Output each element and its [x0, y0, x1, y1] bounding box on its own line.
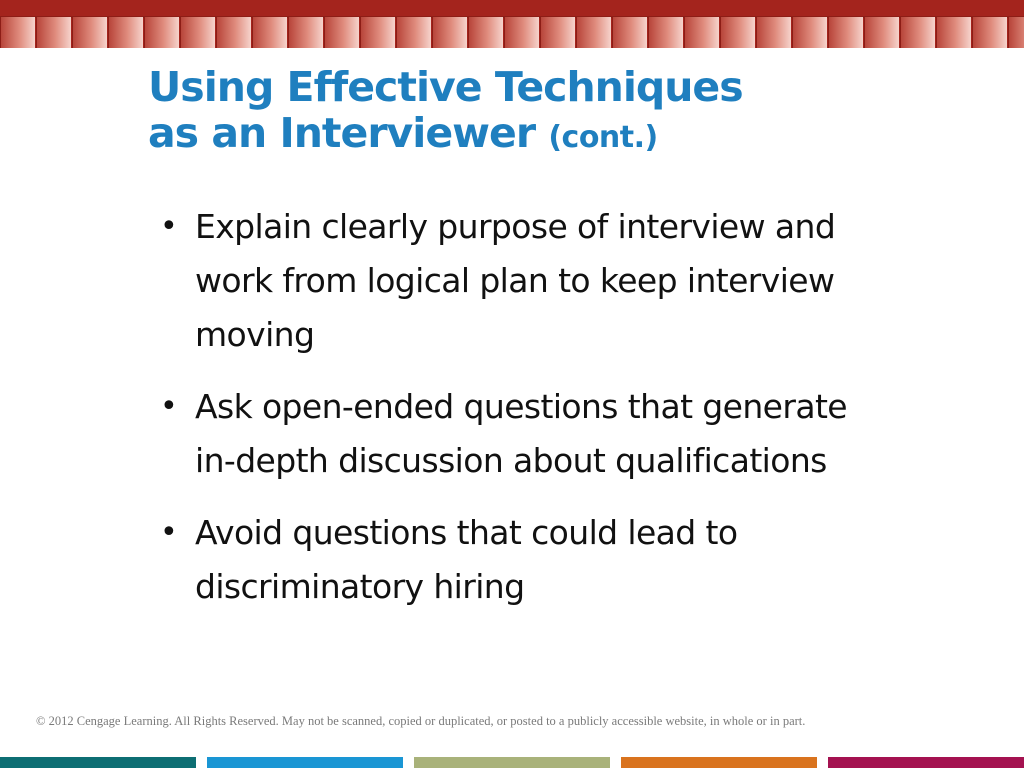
header-band-tile: [504, 17, 539, 48]
footer-color-bar: [0, 757, 196, 768]
header-band-tile: [828, 17, 863, 48]
header-band-tile: [468, 17, 503, 48]
bullet-point-icon: •: [160, 389, 178, 424]
header-band-tile: [216, 17, 251, 48]
header-band-tile: [540, 17, 575, 48]
header-band-tile: [0, 17, 35, 48]
slide-title-line1: Using Effective Techniques: [148, 63, 743, 111]
footer-color-bar: [414, 757, 610, 768]
header-band-tile: [36, 17, 71, 48]
header-band-tile: [648, 17, 683, 48]
header-band-tile: [936, 17, 971, 48]
header-band-tile: [180, 17, 215, 48]
slide-title-line2: as an Interviewer: [148, 109, 536, 157]
header-band-tile: [432, 17, 467, 48]
header-decorative-band: [0, 0, 1024, 48]
header-band-tile: [612, 17, 647, 48]
header-band-tile: [792, 17, 827, 48]
header-band-tile: [288, 17, 323, 48]
bullet-item: [160, 200, 880, 362]
header-band-tile: [1008, 17, 1024, 48]
bullet-point-icon: •: [160, 515, 178, 550]
header-band-tile: [324, 17, 359, 48]
header-band-tile: [900, 17, 935, 48]
bullet-list: [160, 200, 880, 632]
footer-color-bar: [828, 757, 1024, 768]
header-band-tile: [360, 17, 395, 48]
header-band-tile: [144, 17, 179, 48]
header-band-tile: [864, 17, 899, 48]
header-band-tile: [252, 17, 287, 48]
footer-color-bars: [0, 757, 1024, 768]
bullet-text: Avoid questions that could lead to discriminatory hiring: [195, 513, 738, 606]
bullet-text: Explain clearly purpose of interview and work from logical plan to keep interview moving: [195, 207, 836, 354]
header-band-tile: [576, 17, 611, 48]
bullet-item: [160, 380, 880, 488]
footer-color-bar: [207, 757, 403, 768]
header-band-tile: [684, 17, 719, 48]
bullet-item: [160, 506, 880, 614]
header-band-tile: [972, 17, 1007, 48]
slide-title-suffix: (cont.): [548, 120, 658, 155]
header-band-tile: [108, 17, 143, 48]
copyright-footer: © 2012 Cengage Learning. All Rights Reserved. May not be scanned, copied or duplicated, or posted to a publicly accessible website, in whole or in part.: [36, 714, 806, 728]
header-band-tile: [396, 17, 431, 48]
header-band-tile: [756, 17, 791, 48]
slide-title: [148, 64, 743, 161]
header-band-tile: [720, 17, 755, 48]
bullet-point-icon: •: [160, 209, 178, 244]
header-band-tile: [72, 17, 107, 48]
footer-color-bar: [621, 757, 817, 768]
bullet-text: Ask open-ended questions that generate in-depth discussion about qualifications: [195, 387, 847, 480]
